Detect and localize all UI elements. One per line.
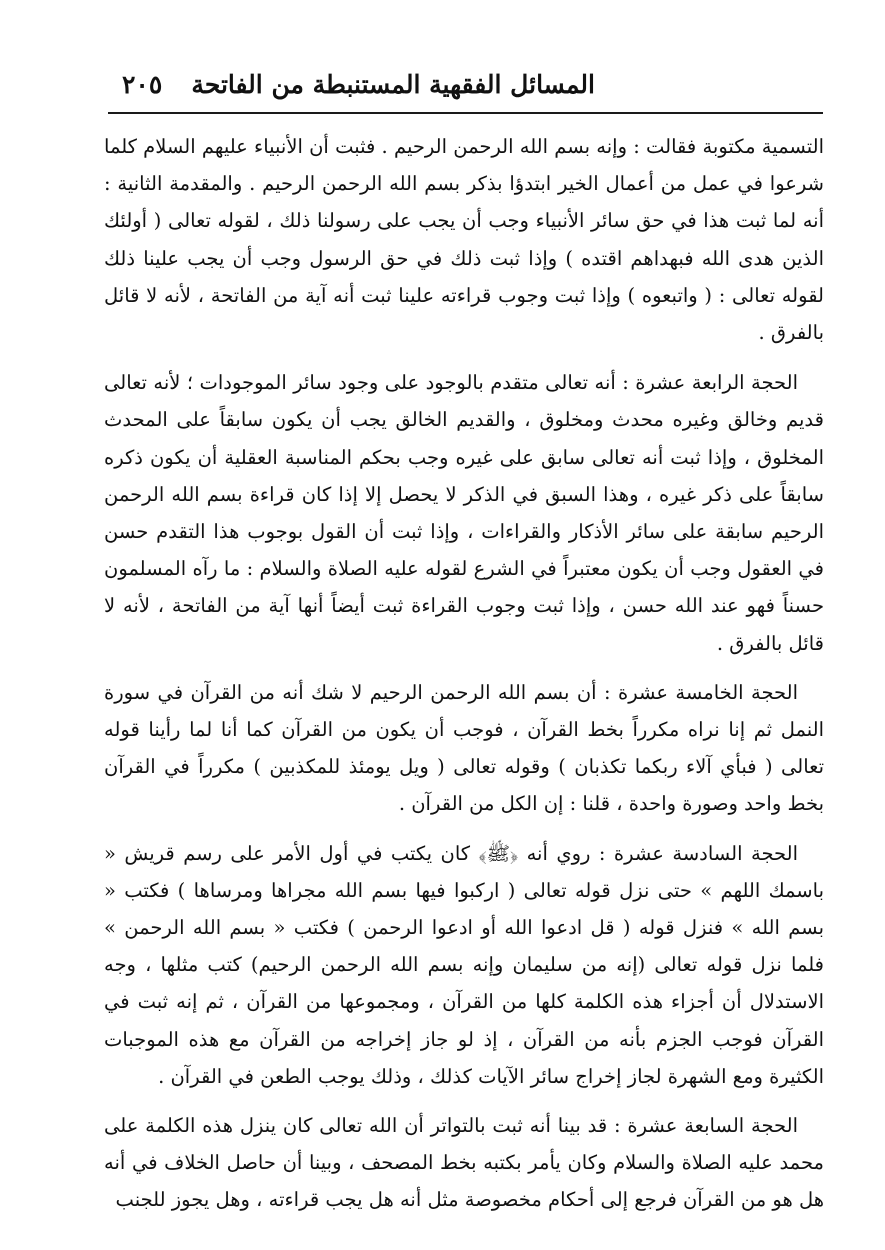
paragraph-proof-14	[104, 364, 824, 662]
paragraph-text: الحجة السادسة عشرة : روي أنه ﴿ﷺ﴾ كان يكتب في أول الأمر على رسم قريش « باسمك اللهم » حتى نزل قوله تعالى ( اركبوا فيها بسم الله مجراها ومرساها ) فكتب « بسم الله » فنزل قوله ( قل ادعوا الله أو ادعوا الرحمن ) فكتب « بسم الله الرحمن » فلما نزل قوله تعالى (إنه من سليمان وإنه بسم الله الرحمن الرحيم) كتب مثلها ، وجه الاستدلال أن أجزاء هذه الكلمة كلها من القرآن ، ومجموعها من القرآن ، ثم إنه ثبت في القرآن فوجب الجزم بأنه من القرآن ، إذ لو جاز إخراجه من القرآن مع هذه الموجبات الكثيرة ومع الشهرة لجاز إخراج سائر الآيات كذلك ، وذلك يوجب الطعن في القرآن .	[104, 841, 824, 1088]
paragraph-proof-17	[104, 1107, 824, 1219]
paragraph-proof-15	[104, 674, 824, 823]
running-header	[108, 60, 823, 114]
body-text	[104, 128, 824, 1231]
paragraph-text: الحجة الخامسة عشرة : أن بسم الله الرحمن الرحيم لا شك أنه من القرآن في سورة النمل ثم إنا نراه مكرراً بخط القرآن ، فوجب أن يكون من القرآن كما أنا لما رأينا قوله تعالى ( فبأي آلاء ربكما تكذبان ) وقوله تعالى ( ويل يومئذ للمكذبين ) مكرراً في القرآن بخط واحد وصورة واحدة ، قلنا : إن الكل من القرآن .	[104, 680, 824, 816]
paragraph-text: الحجة السابعة عشرة : قد بينا أنه ثبت بالتواتر أن الله تعالى كان ينزل هذه الكلمة على محمد عليه الصلاة والسلام وكان يأمر بكتبه بخط المصحف ، وبينا أن حاصل الخلاف في أنه هل هو من القرآن فرجع إلى أحكام مخصوصة مثل أنه هل يجب قراءته ، وهل يجوز للجنب	[104, 1114, 824, 1212]
page-number: ٢٠٥	[122, 70, 163, 99]
paragraph-continuation: التسمية مكتوبة فقالت : وإنه بسم الله الرحمن الرحيم . فثبت أن الأنبياء عليهم السلام كلما شرعوا في عمل من أعمال الخير ابتدؤا بذكر بسم الله الرحمن الرحيم . والمقدمة الثانية : أنه لما ثبت هذا في حق سائر الأنبياء وجب أن يجب على رسولنا ذلك ، لقوله تعالى ( أولئك الذين هدى الله فبهداهم اقتده ) وإذا ثبت ذلك في حق الرسول وجب أن يجب علينا ذلك لقوله تعالى : ( واتبعوه ) وإذا ثبت وجوب قراءته علينا ثبت أنه آية من الفاتحة ، لأنه لا قائل بالفرق .	[104, 135, 824, 345]
header-title: المسائل الفقهية المستنبطة من الفاتحة	[191, 70, 595, 99]
paragraph-text: الحجة الرابعة عشرة : أنه تعالى متقدم بالوجود على وجود سائر الموجودات ؛ لأنه تعالى قديم وخالق وغيره محدث ومخلوق ، والقديم الخالق يجب أن يكون سابقاً على المحدث المخلوق ، وإذا ثبت أنه تعالى سابق على غيره وجب بحكم المناسبة العقلية أن يكون ذكره سابقاً على ذكر غيره ، وهذا السبق في الذكر لا يحصل إلا إذا كان قراءة بسم الله الرحمن الرحيم سابقة على سائر الأذكار والقراءات ، وإذا ثبت أن القول بوجوب هذا التقدم حسن في العقول وجب أن يكون معتبراً في الشرع لقوله عليه الصلاة والسلام : ما رآه المسلمون حسناً فهو عند الله حسن ، وإذا ثبت وجوب القراءة ثبت أيضاً أنها آية من الفاتحة ، لأنه لا قائل بالفرق .	[104, 371, 824, 655]
paragraph-proof-16	[104, 835, 824, 1095]
